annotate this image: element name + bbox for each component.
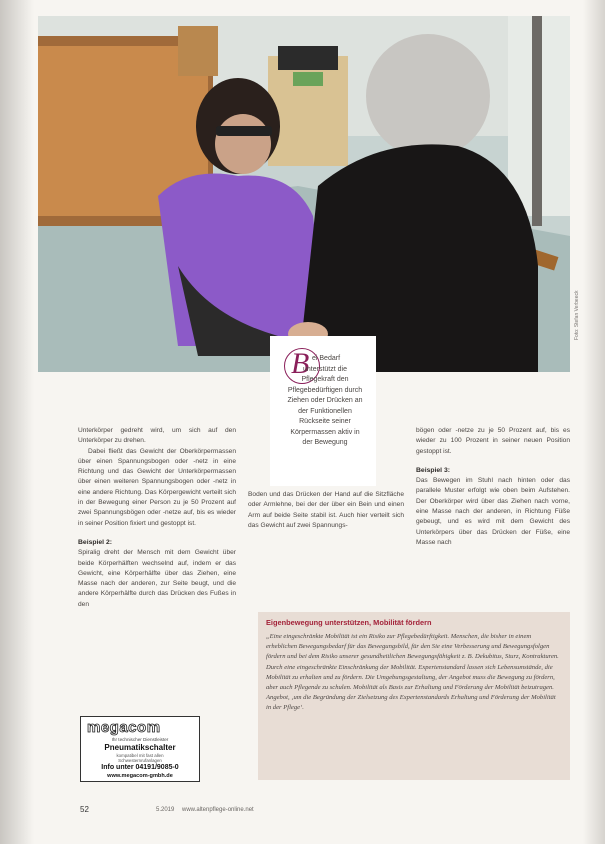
- info-box-title: Eigenbewegung unterstützen, Mobilität fördern: [266, 618, 432, 627]
- ad-website-link[interactable]: www.megacom-gmbh.de: [107, 773, 173, 779]
- info-box: [258, 612, 570, 780]
- care-photo: [38, 16, 570, 372]
- example-2-heading: Beispiel 2:: [78, 538, 112, 546]
- megacom-advertisement[interactable]: [80, 716, 200, 782]
- ad-small-line-1: kompatibel mit fast allen: [116, 753, 164, 758]
- ad-logo: megacom: [87, 719, 161, 736]
- photo-credit: Foto: Stefan Verbeeck: [574, 290, 580, 340]
- dropcap-letter: B: [291, 347, 310, 380]
- text-column-3: [416, 426, 570, 548]
- info-box-text: „Eine eingeschränkte Mobilität ist ein Risiko zur Pflegebedürftigkeit. Menschen, die bisher in einem erheblichen Bewegungsbedarf für das Bewegungsbild, für den Sie eine Verbesserung und Bewegungsfolgen fördern und bei dem Risiko unserer gesundheitlichen Bewegungsfähigkeit z. B. Dekubitus, Sturz, Kontrakturen. Durch eine eingeschränkte Einschränkung der Mobilität. Expertenstandard lassen sich Lebensumstände, die Mobilität zu erhalten und zu fördern. Die Umgebungsgestaltung, der Angebot muss die Bewegung zu fördern, aber auch Pflegende zu schulen. Mobilität als Basis zur Erhaltung und Förderung der Mobilität beizutragen. Angebot, ‚um die Begründung der Zielsetzung des Expertenstandards Erhaltung und Förderung der Mobilität in der Pflege‘.: [266, 633, 559, 712]
- pull-quote-text: [286, 354, 364, 449]
- pull-quote-body: unterstützt die Pflegekraft den Pflegebedürftigen durch Ziehen oder Drücken an der Funktionellen Rückseite seiner Körpermassen aktiv in der Bewegung: [287, 365, 363, 446]
- page-gutter-right: [583, 0, 605, 844]
- page-number: 52: [80, 805, 89, 814]
- footer-url[interactable]: www.altenpflege-online.net: [182, 807, 254, 813]
- example-3-heading: Beispiel 3:: [416, 466, 450, 474]
- text-column-1: [78, 426, 236, 610]
- pull-quote-first-line: ei Bedarf: [312, 355, 341, 362]
- col3-paragraph-2: Das Bewegen im Stuhl nach hinten oder das parallele Muster erfolgt wie oben beim Aufstehen. Der Oberkörper wird über das Ziehen nach vorne, eine Masse nach der anderen, in Richtung Füße gebeugt, und es wird mit dem Gewicht des Unterkörpers über das Drücken der Füße, eine Masse nach: [416, 477, 570, 546]
- col2-paragraph-1: Boden und das Drücken der Hand auf die Sitzfläche oder Armlehne, bei der der über ein Bein und einen Arm auf beide Seite stabil ist. Auch hier verteilt sich das Gewicht auf zwei Spannungs-: [248, 491, 404, 529]
- text-column-2: [248, 490, 404, 531]
- page-gutter-left: [0, 0, 34, 844]
- col1-paragraph-3: Spiralig dreht der Mensch mit dem Gewicht über beide Körperhälften wechselnd auf, indem er das Gewicht, eine Körperhälfte über das Ziehen, eine Masse nach der anderen, zur Seite beugt, und die andere Körperhälfte durch das Drücken des Fußes in den: [78, 549, 236, 608]
- ad-tagline: Ihr technischer Dienstleister: [111, 737, 169, 742]
- pull-quote: [270, 336, 376, 486]
- ad-small-line-2: Schwesternrufanlagen: [118, 758, 162, 763]
- issue-number: 5.2019: [156, 807, 175, 813]
- ad-phone: Info unter 04191/9085-0: [101, 764, 179, 771]
- ad-product: Pneumatikschalter: [104, 743, 176, 752]
- col1-paragraph-2: Dabei fließt das Gewicht der Oberkörpermassen über einen Spannungsbogen oder -netz in eine Richtung und das Gewicht der Unterkörpermassen über einen weiteren Spannungsbogen oder -netz in eine andere Richtung. Das Körpergewicht verteilt sich in der Bewegung einer Person zu je 50 Prozent auf zwei Spannungsbögen oder -netze auf, bis es wieder in seiner Position fixiert und gestoppt ist.: [78, 447, 236, 527]
- col1-paragraph-1: Unterkörper gedreht wird, um sich auf den Unterkörper zu drehen.: [78, 427, 236, 445]
- col3-paragraph-1: bögen oder -netze zu je 50 Prozent auf, bis es wieder zu 100 Prozent in seiner neuen Position gestoppt ist.: [416, 427, 570, 455]
